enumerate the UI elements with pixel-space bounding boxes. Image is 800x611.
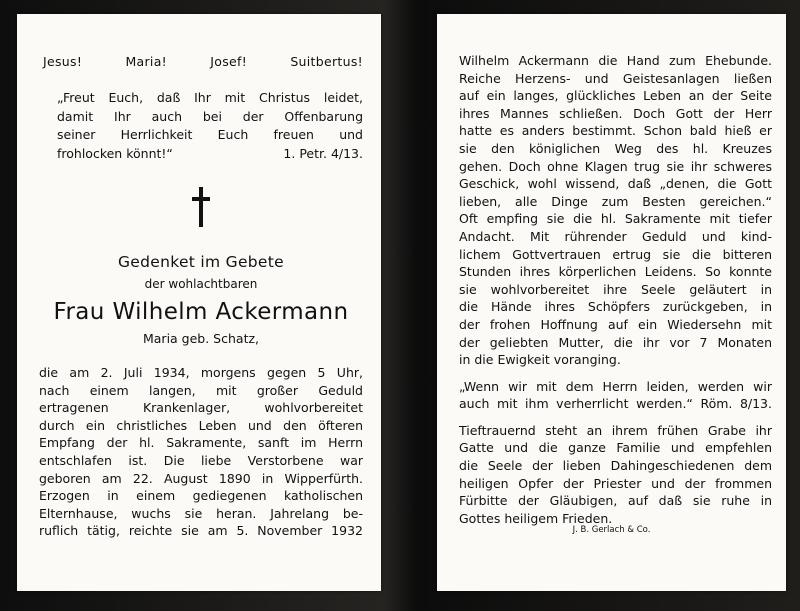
text-line: Gottes heiligem Frieden. (459, 510, 613, 526)
bio-line: Elternhause, wuchs sie heran. Jahrelang be- (39, 505, 363, 521)
text-line: Geschick, wohl wissend, daß „denen, die Gott (459, 176, 772, 192)
holy-name: Maria! (125, 54, 167, 69)
text-line: Fürbitte der Gläubigen, auf daß sie ruhe in (459, 493, 772, 509)
bible-quote (39, 89, 363, 163)
honorific: der wohlachtbaren (144, 277, 258, 291)
text-line: der frohen Hoffnung auf ein Wiedersehn mit (459, 316, 772, 332)
text-line: lieben, alle Dinge zum Besten gereichen.“ (459, 193, 772, 209)
bio-line: Empfang der hl. Sakramente, sanft im Herrn (39, 435, 363, 451)
text-line: Stunden ihres körperlichen Leidens. So konnte (459, 264, 772, 280)
holy-name: Josef! (210, 54, 248, 69)
paragraph-quote (459, 378, 772, 413)
quote-reference: 1. Petr. 4/13. (283, 145, 363, 161)
quote-line: „Freut Euch, daß Ihr mit Christus leidet, (57, 90, 363, 105)
bio-line: geboren am 22. August 1890 in Wipperfürth. (39, 470, 363, 486)
bio-line: durch ein christliches Leben und den öfteren (39, 417, 363, 433)
text-line: die Seele der lieben Dahingeschiedenen dem (459, 458, 772, 474)
text-line: lichem Gottvertrauen ertrug sie die bitteren (459, 246, 772, 262)
holy-names (39, 54, 363, 69)
text-line: heiligen Opfer der Priester und der frommen (459, 475, 772, 491)
text-line: Andacht. Mit rührender Geduld und kind- (459, 228, 772, 244)
text-line: auch mit ihm verherrlicht werden.“ Röm. 8/13. (459, 396, 772, 412)
bio-line: die am 2. Juli 1934, morgens gegen 5 Uhr, (39, 365, 363, 380)
quote-last-line (57, 145, 363, 164)
text-line: hatte es anders bestimmt. Schon bald hieß er (459, 123, 772, 139)
quote-line: seiner Herrlichkeit Euch freuen und (57, 127, 363, 142)
text-line: sie wohlvorbereitet ihre Seele geläutert in (459, 281, 772, 297)
left-page (17, 14, 381, 591)
quote-line: damit Ihr auch bei der Offenbarung (57, 108, 363, 124)
latin-cross-icon (39, 187, 363, 227)
right-page (437, 14, 786, 591)
holy-name: Jesus! (43, 54, 83, 69)
bio-line: nach einem langen, mit großer Geduld (39, 382, 363, 398)
printer-imprint: J. B. Gerlach & Co. (572, 525, 651, 535)
text-line: ihres Mannes schließen. Doch Gott der Herr (459, 105, 772, 121)
deceased-name: Frau Wilhelm Ackermann (53, 299, 349, 325)
text-line: Oft empfing sie die hl. Sakramente mit tiefer (459, 211, 772, 227)
text-line: gehen. Doch ohne Klagen trug sie ihr schweres (459, 158, 772, 174)
bio-line: entschlafen ist. Die liebe Verstorbene war (39, 452, 363, 468)
text-line: sie den königlichen Weg des hl. Kreuzes (459, 140, 772, 156)
paragraph-mourning (459, 422, 772, 528)
text-line: in die Ewigkeit voranging. (459, 352, 621, 368)
paragraph-life (459, 52, 772, 369)
bio-line: ruflich tätig, reichte sie am 5. November 1932 (39, 523, 363, 539)
text-line: die Hände ihres Schöpfers zurückgeben, in (459, 299, 772, 315)
text-line: Tieftrauernd steht an ihrem frühen Grabe ihr (459, 422, 772, 438)
text-line: der geliebten Mutter, die ihr vor 7 Monaten (459, 334, 772, 350)
holy-name: Suitbertus! (290, 54, 363, 69)
biography-text (39, 364, 363, 540)
bio-line: Erzogen in einem gediegenen katholischen (39, 488, 363, 504)
text-line: Wilhelm Ackermann die Hand zum Ehebunde. (459, 53, 772, 68)
text-line: auf ein langes, glückliches Leben an der Seite (459, 88, 772, 104)
quote-line: frohlocken könnt!“ (57, 145, 173, 161)
maiden-name: Maria geb. Schatz, (142, 331, 260, 346)
text-line: Gatte und die ganze Familie und empfehlen (459, 440, 772, 456)
bio-line: ertragenen Krankenlager, wohlvorbereitet (39, 400, 363, 416)
text-line: „Wenn wir mit dem Herrn leiden, werden wir (459, 378, 772, 394)
text-line: Reiche Herzens- und Geistesanlagen ließen (459, 70, 772, 86)
memorial-heading: Gedenket im Gebete (118, 253, 284, 271)
